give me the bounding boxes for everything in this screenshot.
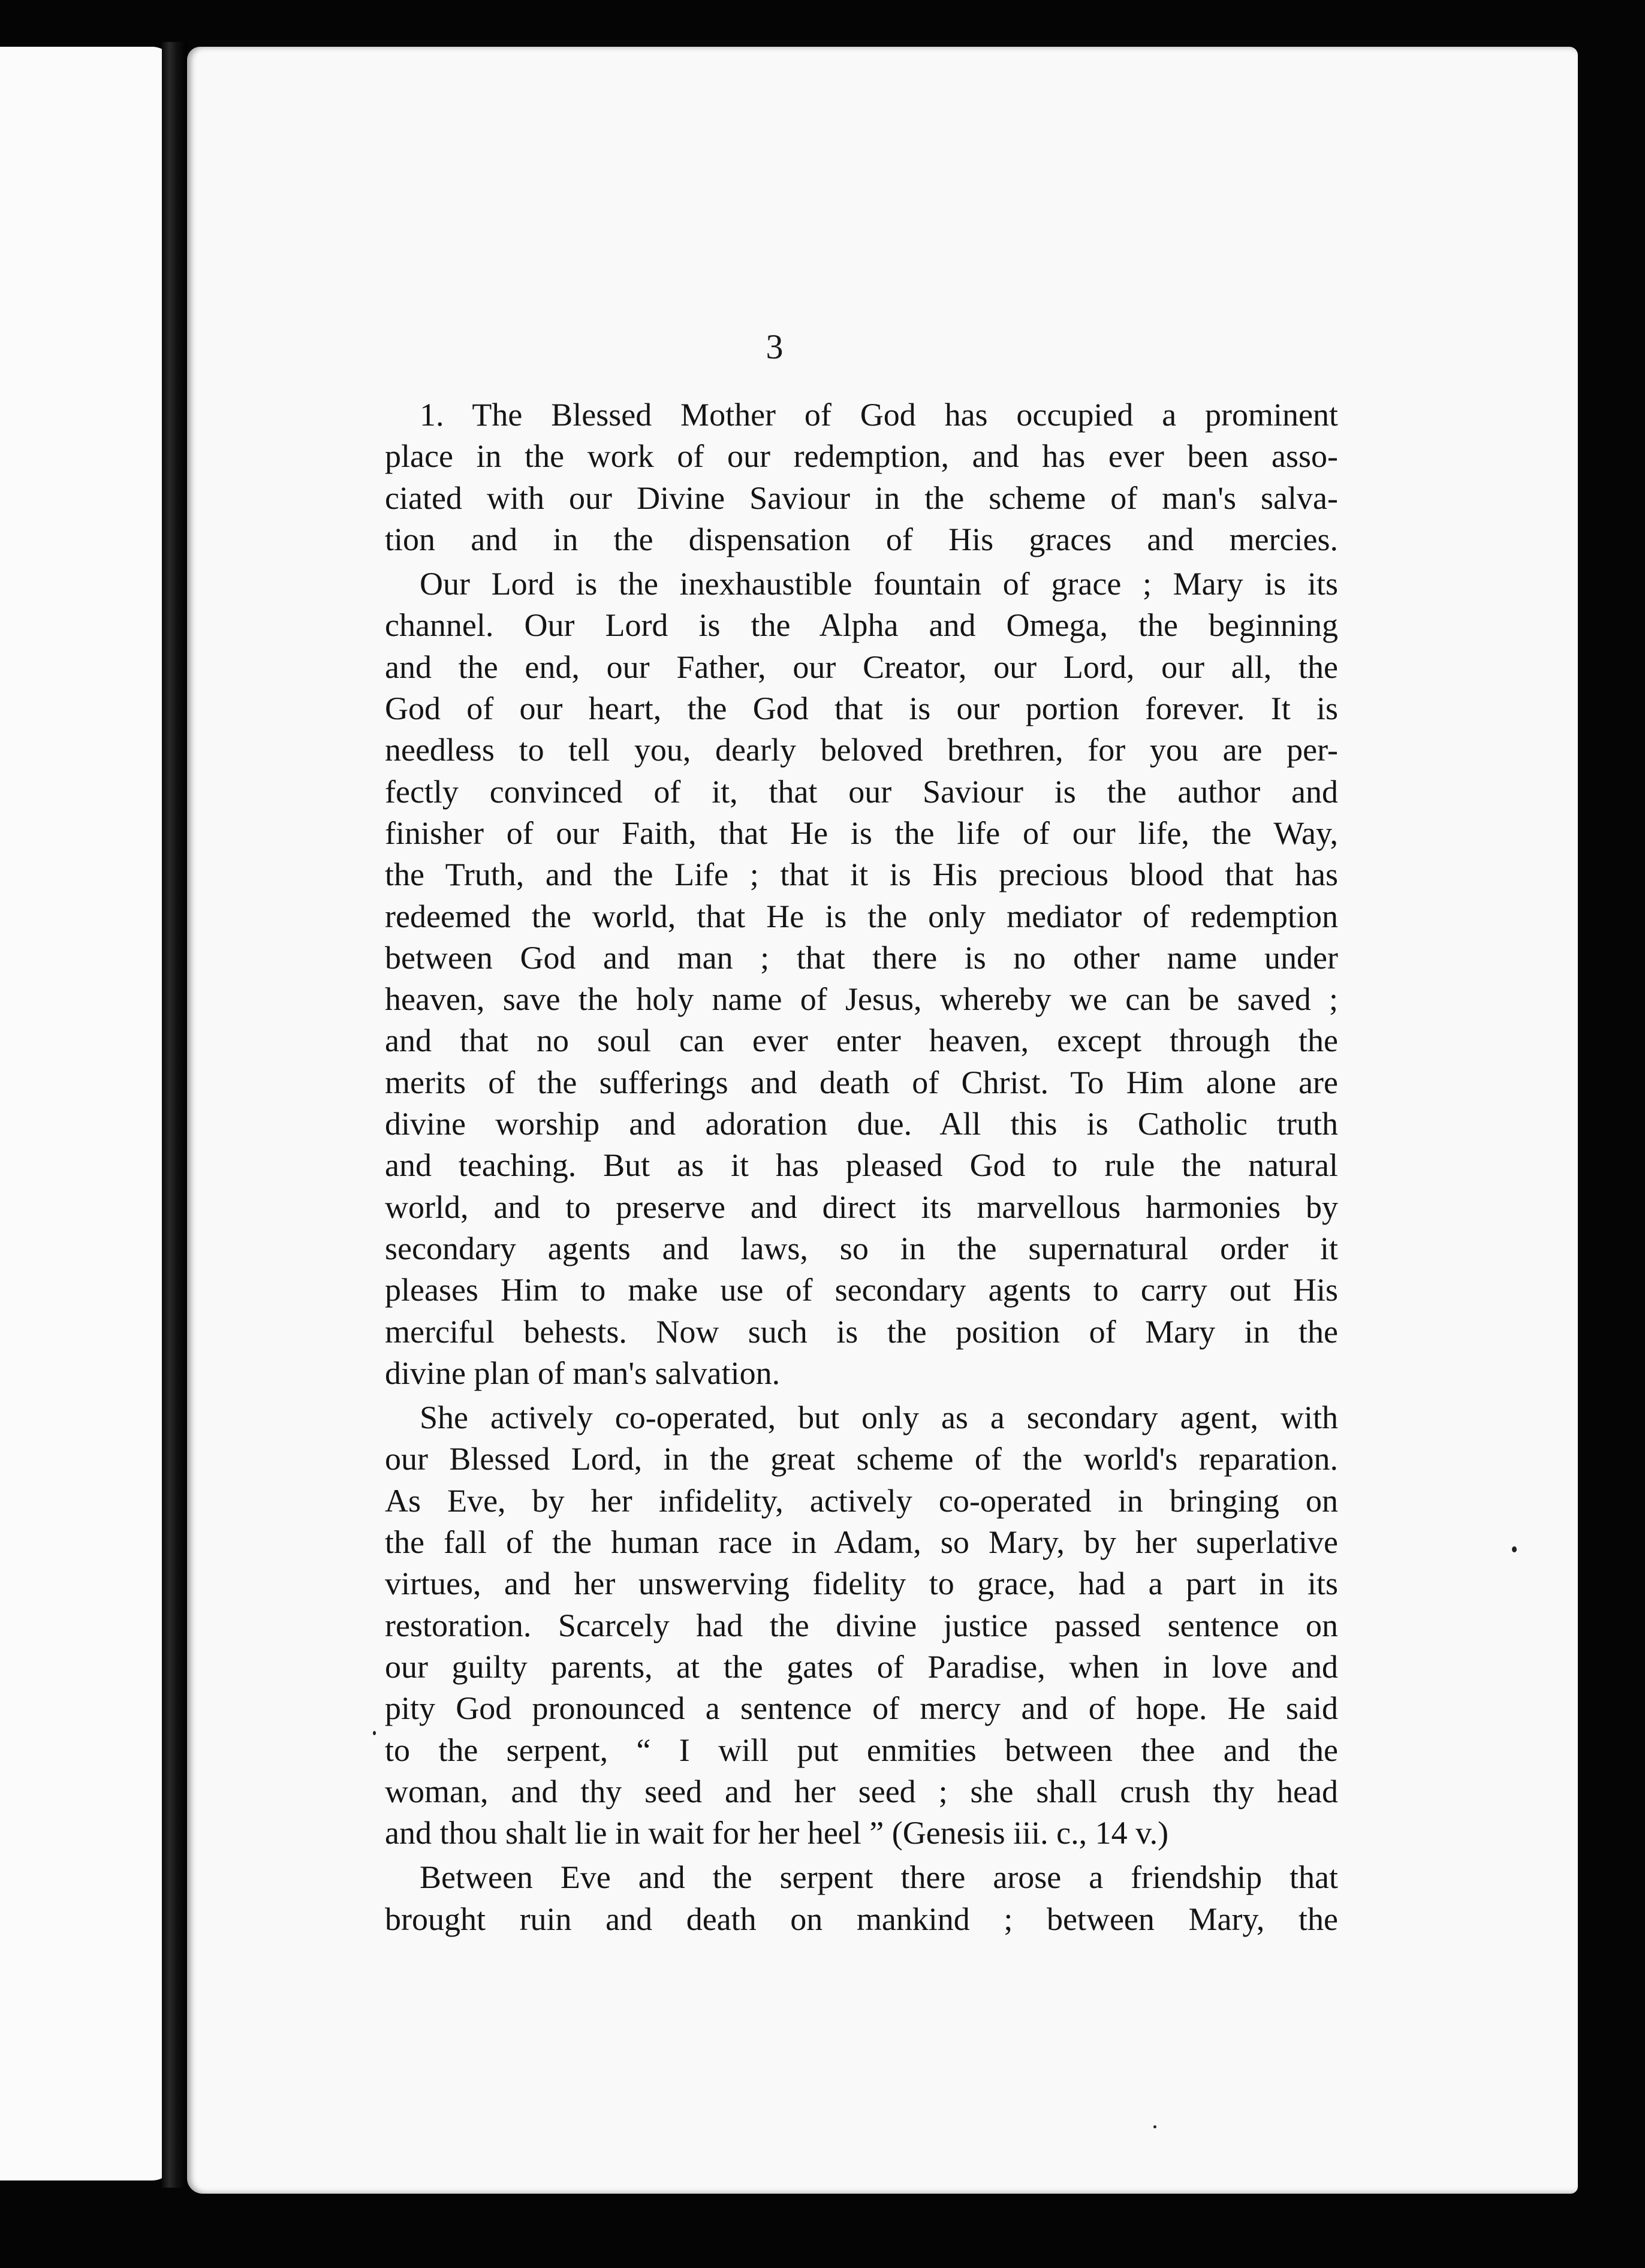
text-line: pity God pronounced a sentence of mercy and of hope. He said — [385, 1690, 1338, 1727]
paragraph-2 — [385, 563, 1338, 1394]
paragraph-3 — [385, 1397, 1338, 1854]
text-line: and teaching. But as it has pleased God to rule the natural — [385, 1147, 1338, 1184]
text-line: to the serpent, “ I will put enmities between thee and the — [385, 1732, 1338, 1768]
text-line: God of our heart, the God that is our portion forever. It is — [385, 690, 1338, 727]
text-line: secondary agents and laws, so in the supernatural order it — [385, 1230, 1338, 1266]
scan-speck — [373, 1731, 376, 1735]
text-line: brought ruin and death on mankind ; between Mary, the — [385, 1901, 1338, 1937]
text-line: ciated with our Divine Saviour in the scheme of man's salva- — [385, 479, 1338, 516]
text-line: redeemed the world, that He is the only mediator of redemption — [385, 898, 1338, 934]
page-number: 3 — [766, 327, 784, 366]
previous-page-edge — [0, 47, 174, 2180]
text-line: restoration. Scarcely had the divine justice passed sentence on — [385, 1607, 1338, 1643]
text-line: pleases Him to make use of secondary agents to carry out His — [385, 1272, 1338, 1308]
text-line: Our Lord is the inexhaustible fountain of grace ; Mary is its — [420, 566, 1338, 602]
text-line: our guilty parents, at the gates of Paradise, when in love and — [385, 1648, 1338, 1685]
scan-speck — [1153, 2125, 1156, 2128]
text-line: woman, and thy seed and her seed ; she shall crush thy head — [385, 1773, 1338, 1809]
text-line: finisher of our Faith, that He is the life of our life, the Way, — [385, 815, 1338, 851]
paragraph-1 — [385, 394, 1338, 560]
text-line: and that no soul can ever enter heaven, except through the — [385, 1023, 1338, 1059]
text-line: merits of the sufferings and death of Christ. To Him alone are — [385, 1064, 1338, 1100]
text-line: channel. Our Lord is the Alpha and Omega, the beginning — [385, 607, 1338, 644]
text-line: our Blessed Lord, in the great scheme of the world's reparation. — [385, 1441, 1338, 1477]
text-line: 1. The Blessed Mother of God has occupied a prominent — [420, 397, 1338, 433]
text-line: divine worship and adoration due. All this is Catholic truth — [385, 1106, 1338, 1142]
text-line: Between Eve and the serpent there arose a friendship that — [420, 1859, 1338, 1896]
body-text — [385, 394, 1338, 1940]
paragraph-4 — [385, 1857, 1338, 1940]
text-line: place in the work of our redemption, and has ever been asso- — [385, 438, 1338, 475]
text-line: needless to tell you, dearly beloved brethren, for you are per- — [385, 732, 1338, 768]
text-line: the fall of the human race in Adam, so Mary, by her superlative — [385, 1524, 1338, 1561]
text-line: virtues, and her unswerving fidelity to grace, had a part in its — [385, 1566, 1338, 1602]
text-line: and thou shalt lie in wait for her heel ” (Genesis iii. c., 14 v.) — [385, 1815, 1169, 1851]
scan-speck — [1512, 1546, 1517, 1552]
text-line: and the end, our Father, our Creator, our Lord, our all, the — [385, 649, 1338, 685]
text-line: the Truth, and the Life ; that it is His precious blood that has — [385, 856, 1338, 893]
text-line: She actively co-operated, but only as a secondary agent, with — [420, 1400, 1338, 1436]
text-line: As Eve, by her infidelity, actively co-operated in bringing on — [385, 1482, 1338, 1519]
text-line: world, and to preserve and direct its marvellous harmonies by — [385, 1189, 1338, 1225]
text-line: tion and in the dispensation of His graces and mercies. — [385, 521, 1338, 557]
text-line: merciful behests. Now such is the position of Mary in the — [385, 1313, 1338, 1350]
text-line: fectly convinced of it, that our Saviour is the author and — [385, 773, 1338, 810]
text-line: divine plan of man's salvation. — [385, 1355, 781, 1391]
book-page — [187, 47, 1578, 2194]
text-line: heaven, save the holy name of Jesus, whereby we can be saved ; — [385, 981, 1338, 1018]
text-line: between God and man ; that there is no other name under — [385, 939, 1338, 976]
